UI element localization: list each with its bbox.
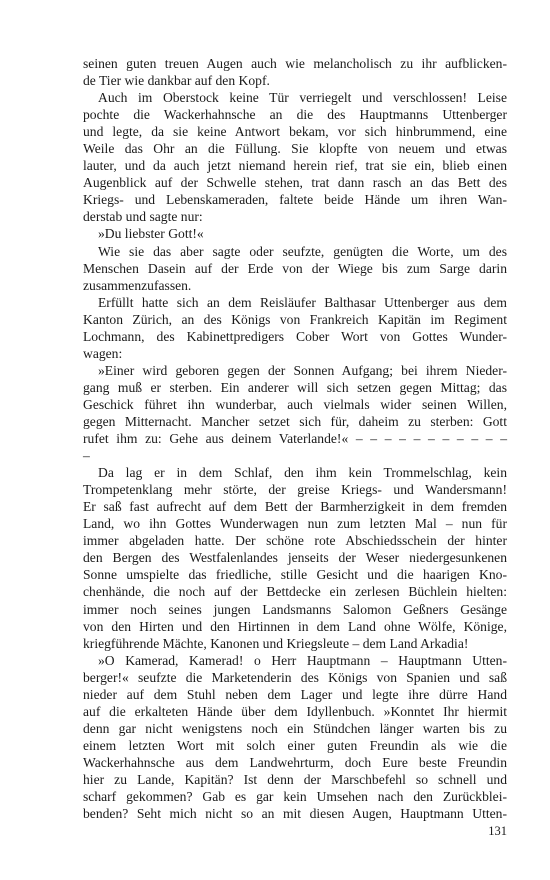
text-line: wagen: xyxy=(83,345,123,361)
text-line: Auch im Oberstock keine Tür verriegelt und verschlossen! Leise xyxy=(98,90,507,106)
text-line: Erfüllt hatte sich an dem Reisläufer Balthasar Uttenberger aus dem xyxy=(98,294,507,310)
text-line: Kriegs- und Lebenskameraden, faltete beide Hände um ihren Wan- xyxy=(83,192,507,208)
page-number: 131 xyxy=(488,824,507,838)
text-line: derstab und sagte nur: xyxy=(83,209,203,225)
paragraph xyxy=(83,362,507,464)
text-line: nieder auf dem Stuhl neben dem Lager und legte ihre dürre Hand xyxy=(83,686,507,702)
text-line: Augenblick auf der Schwelle stehen, trat dann rasch an das Bett des xyxy=(83,175,507,191)
text-line: »O Kamerad, Kamerad! o Herr Hauptmann – Hauptmann Utten- xyxy=(98,652,507,668)
text-line: den Bergen des Westfalenlandes jenseits der Weser niedergesunkenen xyxy=(83,550,507,566)
text-line: – xyxy=(83,448,90,464)
text-line: kriegführende Mächte, Kanonen und Kriegsleute – dem Land Arkadia! xyxy=(83,635,469,651)
text-line: Kanton Zürich, an des Königs von Frankreich Kapitän im Regiment xyxy=(83,311,507,327)
text-line: einem letzten Wort mit solch einer guten Freundin als wie die xyxy=(83,737,507,753)
paragraph xyxy=(83,89,507,225)
text-line: gang muß er sterben. Ein anderer will sich setzen gegen Mittag; das xyxy=(83,379,507,395)
text-line: immer noch seines jungen Landsmanns Salomon Geßners Gesänge xyxy=(83,601,507,617)
paragraph xyxy=(83,243,507,294)
text-line: Weile das Ohr an die Füllung. Sie klopfte von neuem und etwas xyxy=(83,141,507,157)
text-line: immer abgeladen hatte. Der schöne rote Abschiedsschein der hinter xyxy=(83,533,507,549)
text-line: benden? Seht mich nicht so an mit diesen Augen, Hauptmann Utten- xyxy=(83,806,507,822)
text-line: »Einer wird geboren gegen der Sonnen Aufgang; bei ihrem Nieder- xyxy=(98,362,507,378)
text-line: rufet ihm zu: Gehe aus deinem Vaterlande!« – – – – – – – – – – – xyxy=(83,431,507,447)
text-line: hier zu Lande, Kapitän? Ist denn der Marschbefehl so schnell und xyxy=(83,771,507,787)
text-line: Land, wo ihn Gottes Wunderwagen nun zum letzten Mal – nun für xyxy=(83,516,507,532)
text-line: seinen guten treuen Augen auch wie melancholisch zu ihr aufblicken- xyxy=(83,56,507,71)
paragraph xyxy=(83,652,507,822)
paragraph xyxy=(83,55,507,89)
text-line: Sonne umspielte das friedliche, stille Gesicht und die haarigen Kno- xyxy=(83,567,507,583)
text-line: zusammenzufassen. xyxy=(83,277,192,293)
text-line: denn gar nicht wenigstens noch ein Stündchen länger warten bis zu xyxy=(83,720,507,736)
text-line: von den Hirten und den Hirtinnen in dem Land ohne Wölfe, Könige, xyxy=(83,618,507,634)
text-line: Er saß fast aufrecht auf dem Bett der Barmherzigkeit in dem fremden xyxy=(83,499,507,515)
text-line: und legte, da sie keine Antwort bekam, vor sich hinbrummend, eine xyxy=(83,124,507,140)
paragraph xyxy=(83,464,507,652)
text-line: berger!« seufzte die Marketenderin des Königs von Spanien und saß xyxy=(83,669,507,685)
text-line: Wackerhahnsche aus dem Landwehrturm, doch Eure beste Freundin xyxy=(83,754,507,770)
text-line: »Du liebster Gott!« xyxy=(98,226,204,242)
body-text xyxy=(83,55,507,822)
text-line: Lochmann, des Kabinettpredigers Cober Wort von Gottes Wunder- xyxy=(83,328,507,344)
text-line: de Tier wie dankbar auf den Kopf. xyxy=(83,73,270,89)
text-line: scharf gekommen? Gab es gar kein Umsehen nach den Zurückblei- xyxy=(83,789,507,805)
text-line: auf die erkalteten Hände über dem Idyllenbuch. »Konntet Ihr hiermit xyxy=(83,703,507,719)
text-line: pochte die Wackerhahnsche an die des Hauptmanns Uttenberger xyxy=(83,107,507,123)
text-line: Geschick führet ihn wunderbar, auch vielmals wider seinen Willen, xyxy=(83,396,507,412)
paragraph xyxy=(83,294,507,362)
paragraph xyxy=(83,225,507,242)
text-line: chenhände, die noch auf der Bettdecke ein zerlesen Büchlein hielten: xyxy=(83,584,507,600)
text-line: Wie sie das aber sagte oder seufzte, genügten die Worte, um des xyxy=(98,243,507,259)
text-line: Da lag er in dem Schlaf, den ihm kein Trommelschlag, kein xyxy=(98,465,507,481)
text-line: Menschen Dasein auf der Erde von der Wiege bis zum Sarge darin xyxy=(83,260,507,276)
text-line: Trompetenklang mehr störte, der greise Kriegs- und Wandersmann! xyxy=(83,482,507,498)
text-line: gegen Mitternacht. Mancher setzet sich für, daheim zu sterben: Gott xyxy=(83,413,507,429)
text-line: lauter, und da auch jetzt niemand herein rief, trat sie ein, blieb einen xyxy=(83,158,507,174)
